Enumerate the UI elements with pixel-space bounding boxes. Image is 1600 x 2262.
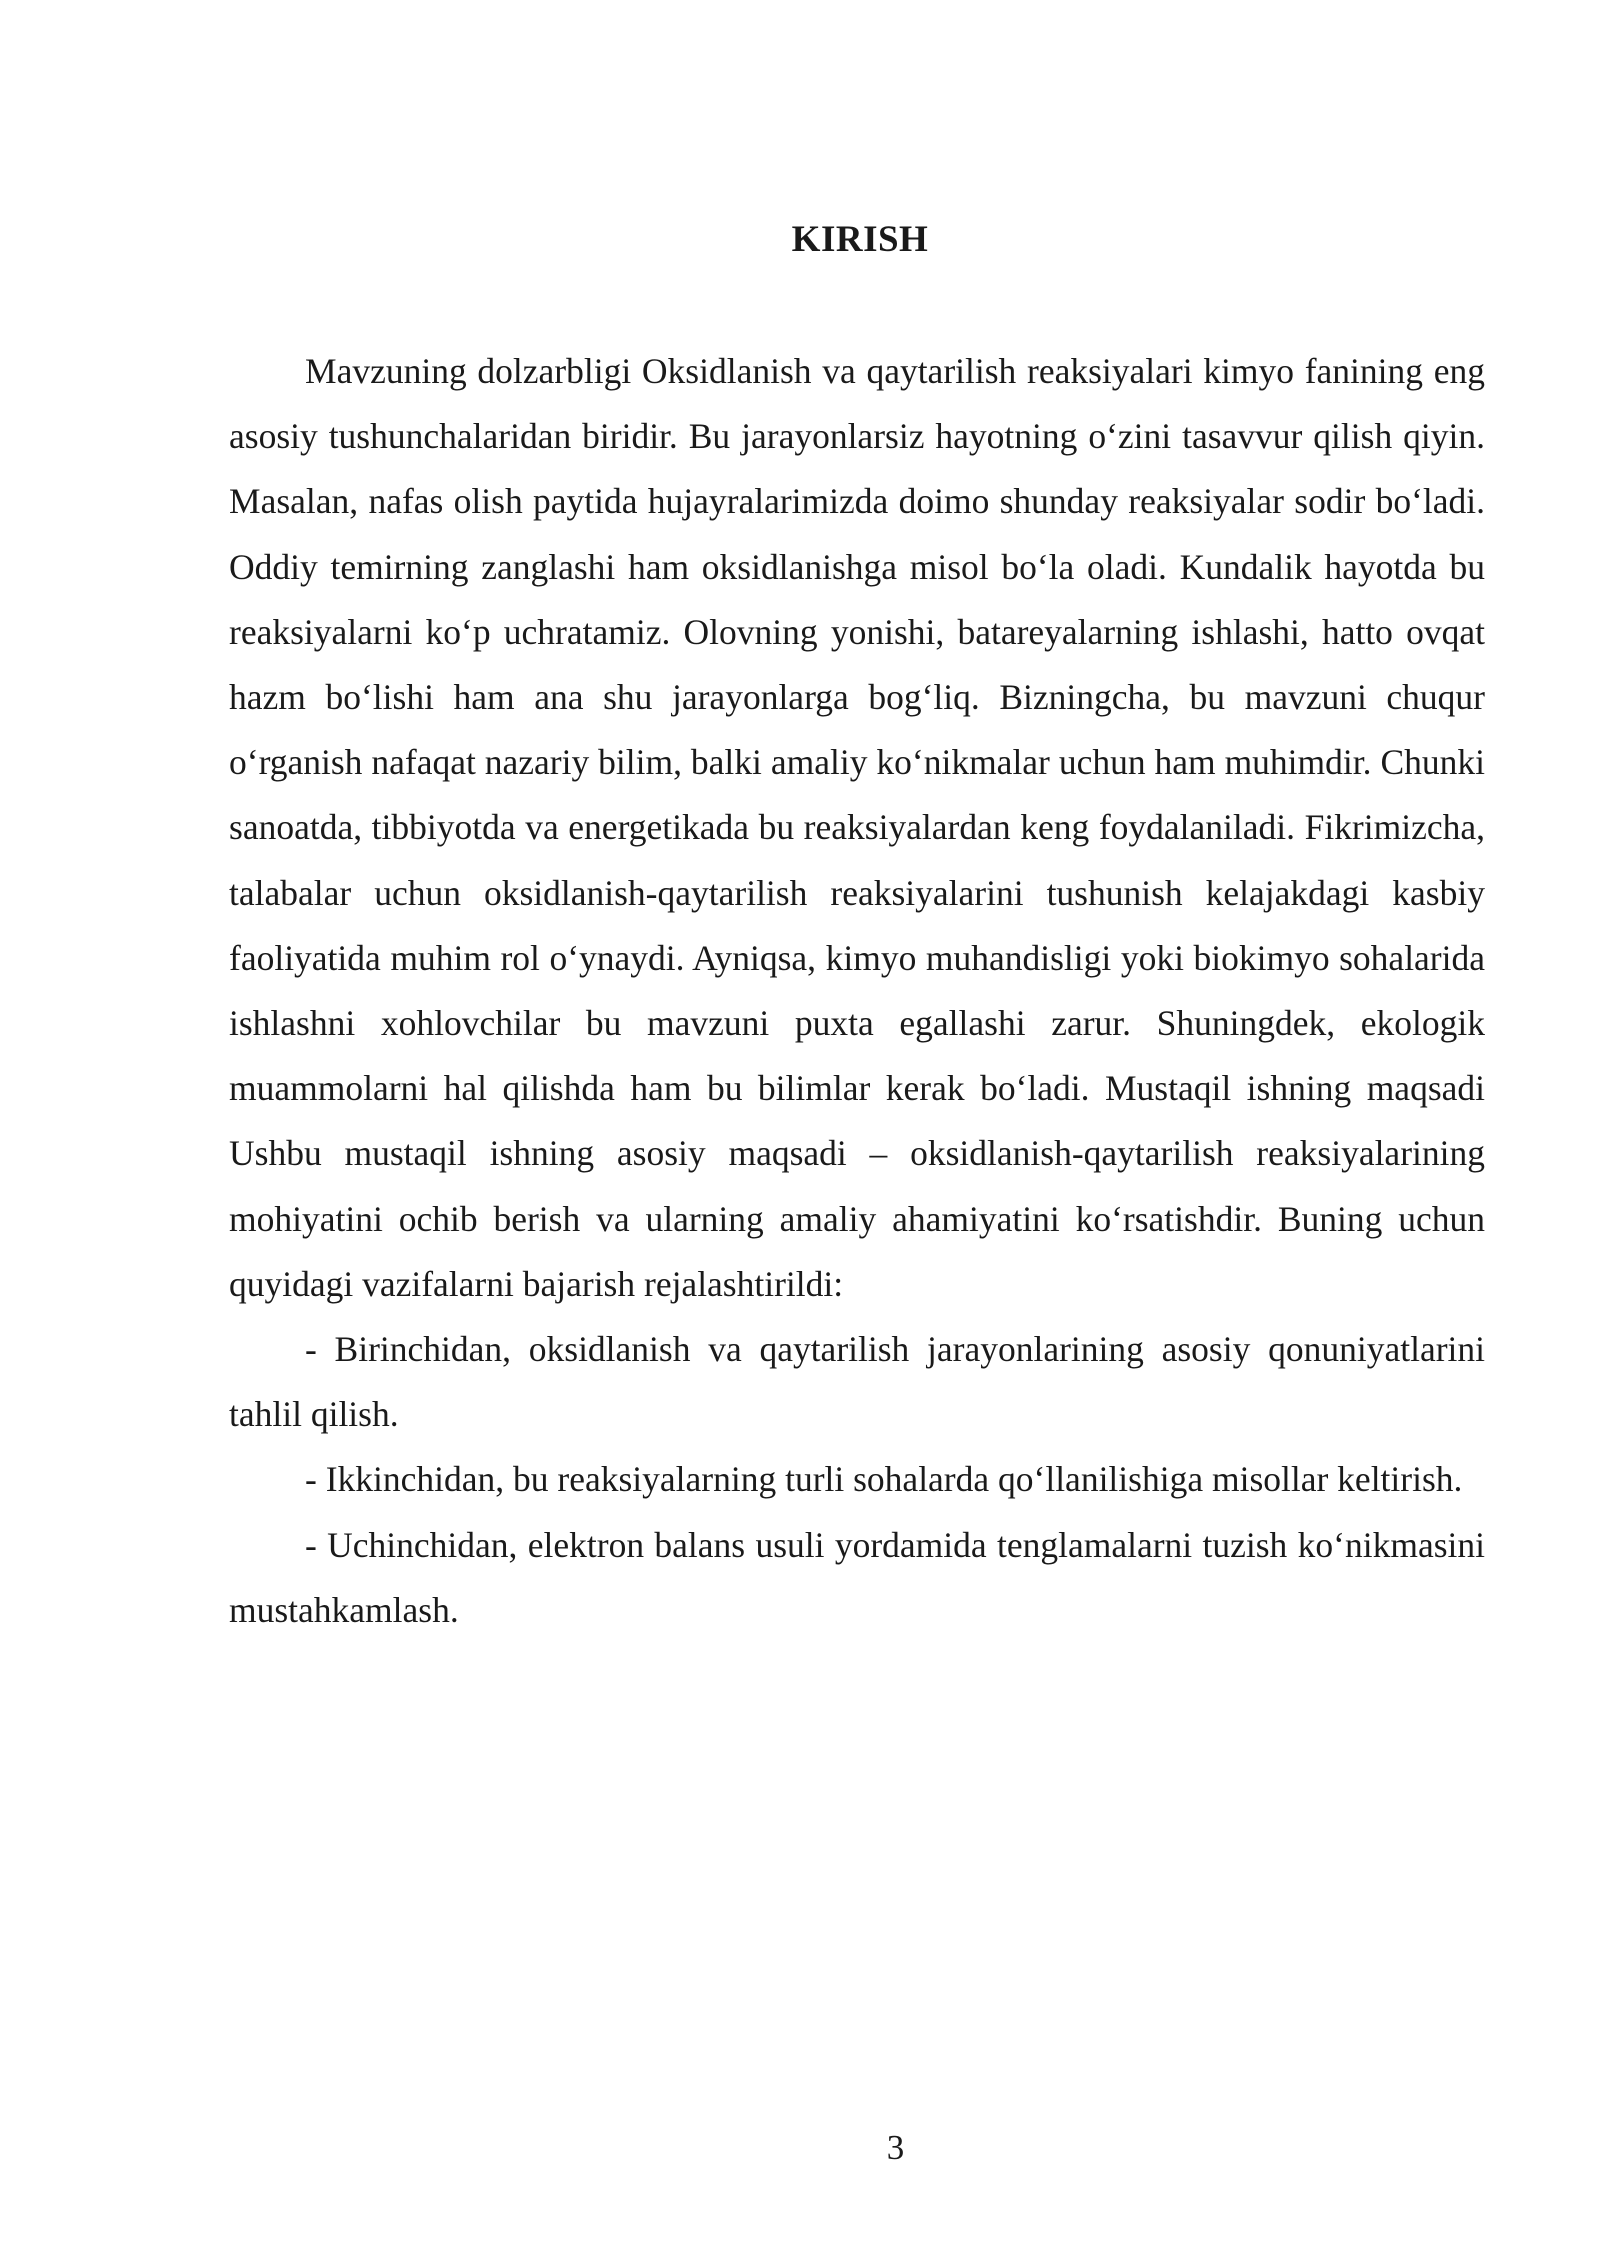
body-text: [229, 339, 1485, 1643]
list-item-task-3: - Uchinchidan, elektron balans usuli yordamida tenglamalarni tuzish ko‘nikmasini mustahkamlash.: [229, 1524, 1485, 1630]
list-item-task-2: - Ikkinchidan, bu reaksiyalarning turli sohalarda qo‘llanilishiga misollar keltirish.: [305, 1459, 1463, 1500]
page-title: KIRISH: [791, 219, 929, 260]
list-item-task-1: - Birinchidan, oksidlanish va qaytarilish jarayonlarining asosiy qonuniyatlarini tahlil qilish.: [229, 1329, 1485, 1435]
paragraph-introduction: Mavzuning dolzarbligi Oksidlanish va qaytarilish reaksiyalari kimyo fanining eng asosiy tushunchalaridan biridir. Bu jarayonlarsiz hayotning o‘zini tasavvur qilish qiyin. Masalan, nafas olish paytida hujayralarimizda doimo shunday reaksiyalar sodir bo‘ladi. Oddiy temirning zanglashi ham oksidlanishga misol bo‘la oladi. Kundalik hayotda bu reaksiyalarni ko‘p uchratamiz. Olovning yonishi, batareyalarning ishlashi, hatto ovqat hazm bo‘lishi ham ana shu jarayonlarga bog‘liq. Bizningcha, bu mavzuni chuqur o‘rganish nafaqat nazariy bilim, balki amaliy ko‘nikmalar uchun ham muhimdir. Chunki sanoatda, tibbiyotda va energetikada bu reaksiyalardan keng foydalaniladi. Fikrimizcha, talabalar uchun oksidlanish-qaytarilish reaksiyalarini tushunish kelajakdagi kasbiy faoliyatida muhim rol o‘ynaydi. Ayniqsa, kimyo muhandisligi yoki biokimyo sohalarida ishlashni xohlovchilar bu mavzuni puxta egallashi zarur. Shuningdek, ekologik muammolarni hal qilishda ham bu bilimlar kerak bo‘ladi. Mustaqil ishning maqsadi Ushbu mustaqil ishning asosiy maqsadi – oksidlanish-qaytarilish reaksiyalarining mohiyatini ochib berish va ularning amaliy ahamiyatini ko‘rsatishdir. Buning uchun quyidagi vazifalarni bajarish rejalashtirildi:: [229, 351, 1485, 1304]
page-number: 3: [886, 2128, 905, 2167]
